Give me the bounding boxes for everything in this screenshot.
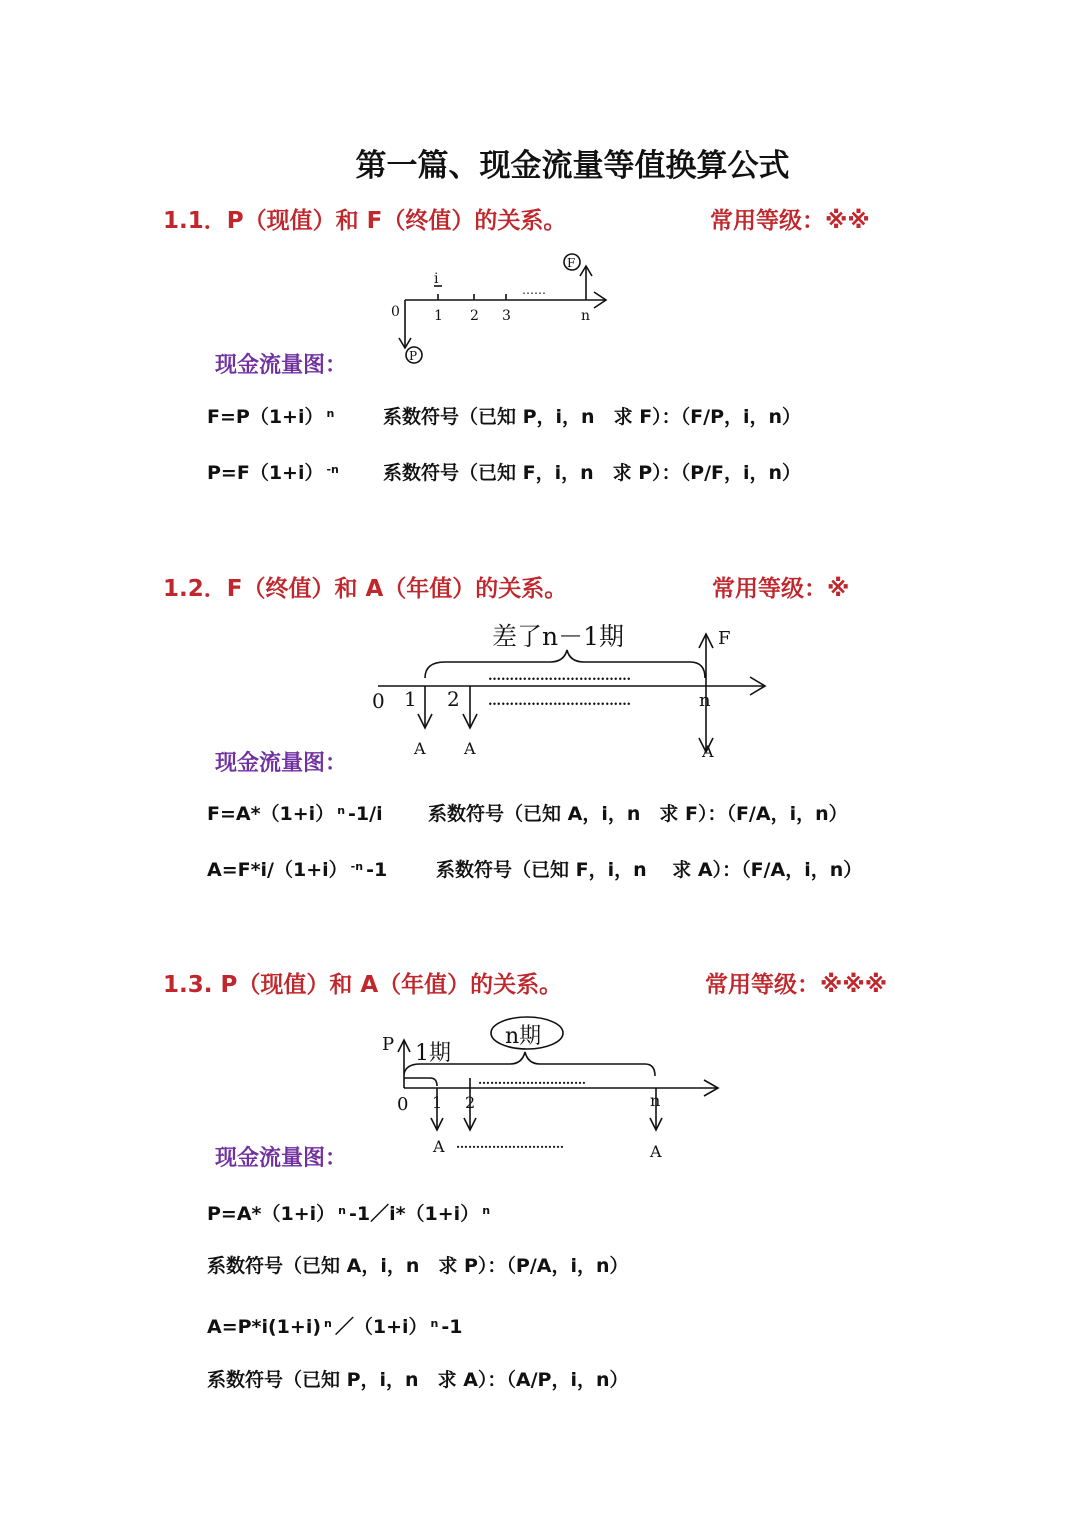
tick-label: 1 (432, 1093, 443, 1112)
usage-grade-1-1: 常用等级：※※ (710, 208, 870, 234)
tick-label: n (650, 1091, 661, 1110)
annuity-label: A (433, 1137, 445, 1156)
usage-grade-1-3: 常用等级：※※※ (705, 972, 888, 998)
future-value-label: F (567, 256, 576, 270)
tick-label: 1 (434, 308, 443, 324)
tick-label: n (581, 308, 591, 324)
ellipsis: …… (522, 283, 546, 297)
coefficient-symbol: 系数符号（已知 F，i，n 求 P）：（P/F，i，n） (383, 462, 802, 484)
tick-label: 0 (391, 304, 400, 320)
annuity-label: A (702, 742, 714, 761)
cash-flow-label: 现金流量图： (215, 353, 348, 378)
section-heading-1-3: 1.3. P（现值）和 A（年值）的关系。 (163, 972, 563, 998)
ellipsis: …………………………… (488, 669, 631, 684)
tick-label: 2 (470, 308, 479, 324)
annuity-label: A (414, 739, 426, 758)
page-title: 第一篇、现金流量等值换算公式 (355, 148, 790, 184)
tick-label: 2 (447, 687, 460, 711)
formula: P=F（1+i） $^{-n}$ (207, 462, 339, 484)
period-gap-label: 差了n－1期 (492, 622, 625, 651)
formula: F=P（1+i） $^n$ (207, 406, 335, 428)
tick-label: 0 (397, 1094, 409, 1115)
cash-flow-label: 现金流量图： (215, 1146, 348, 1171)
coefficient-symbol: 系数符号（已知 F，i，n 求 A）：（F/A，i，n） (436, 859, 863, 881)
coefficient-symbol: 系数符号（已知 P，i，n 求 A）：（A/P，i，n） (207, 1369, 629, 1391)
ellipsis: …………………………… (488, 694, 631, 709)
present-value-label: P (382, 1034, 395, 1055)
present-value-label: P (409, 349, 418, 363)
formula: A=F*i/（1+i） $^{-n}$ -1 (207, 859, 388, 881)
formula: F=A*（1+i） $^n$ -1/i (207, 803, 383, 825)
one-period-label: 1期 (415, 1041, 451, 1066)
cash-flow-label: 现金流量图： (215, 751, 348, 776)
tick-label: 2 (465, 1093, 476, 1112)
annuity-label: A (650, 1142, 662, 1161)
coefficient-symbol: 系数符号（已知 A，i，n 求 P）：（P/A，i，n） (207, 1255, 629, 1277)
annuity-label: A (464, 739, 476, 758)
coefficient-symbol: 系数符号（已知 A，i，n 求 F）：（F/A，i，n） (428, 803, 848, 825)
tick-label: 3 (502, 308, 511, 324)
formula: A=P*i(1+i) $^n$ ／（1+i） $^n$ -1 (207, 1316, 463, 1338)
tick-label: 0 (372, 689, 385, 713)
usage-grade-1-2: 常用等级：※ (712, 576, 850, 602)
n-period-label: n期 (505, 1024, 542, 1049)
formula: P=A*（1+i） $^n$ -1／i*（1+i） $^n$ (207, 1203, 491, 1225)
coefficient-symbol: 系数符号（已知 P，i，n 求 F）：（F/P，i，n） (383, 406, 802, 428)
future-value-label: F (718, 628, 731, 649)
interest-label: i (434, 271, 439, 287)
section-heading-1-1: 1.1．P（现值）和 F（终值）的关系。 (163, 208, 567, 234)
tick-label: n (699, 690, 711, 711)
section-heading-1-2: 1.2．F（终值）和 A（年值）的关系。 (163, 576, 568, 602)
ellipsis: ……………………… (478, 1073, 586, 1087)
tick-label: 1 (404, 687, 417, 711)
ellipsis: ……………………… (456, 1137, 564, 1151)
